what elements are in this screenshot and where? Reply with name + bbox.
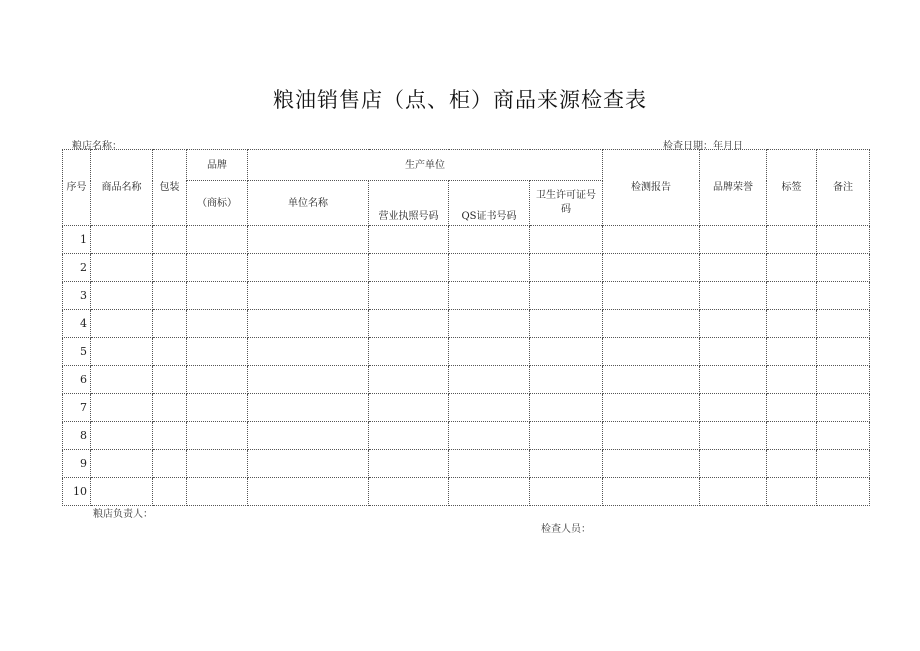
table-row	[63, 394, 870, 422]
table-cell[interactable]	[91, 254, 153, 282]
table-cell[interactable]	[700, 254, 767, 282]
table-cell[interactable]	[369, 310, 449, 338]
table-cell[interactable]	[248, 422, 369, 450]
table-cell[interactable]	[248, 366, 369, 394]
table-cell[interactable]	[817, 478, 870, 506]
table-cell[interactable]	[603, 478, 700, 506]
header-trademark: （商标）	[187, 181, 248, 226]
table-cell[interactable]	[603, 226, 700, 254]
table-cell[interactable]	[187, 366, 248, 394]
table-cell[interactable]	[817, 366, 870, 394]
table-cell[interactable]	[530, 450, 603, 478]
table-cell[interactable]	[187, 338, 248, 366]
table-cell[interactable]	[369, 338, 449, 366]
table-cell[interactable]	[767, 282, 817, 310]
table-cell[interactable]	[187, 254, 248, 282]
table-cell[interactable]	[530, 226, 603, 254]
table-cell[interactable]	[91, 226, 153, 254]
table-cell[interactable]	[700, 422, 767, 450]
check-date-label: 检查日期：年月日	[663, 141, 743, 152]
row-number: 10	[63, 478, 91, 506]
table-cell[interactable]	[700, 394, 767, 422]
table-cell[interactable]	[369, 450, 449, 478]
header-remarks: 备注	[817, 150, 870, 226]
table-cell[interactable]	[153, 338, 187, 366]
table-cell[interactable]	[153, 422, 187, 450]
table-cell[interactable]	[369, 226, 449, 254]
table-cell[interactable]	[187, 450, 248, 478]
table-cell[interactable]	[187, 310, 248, 338]
table-cell[interactable]	[817, 338, 870, 366]
table-cell[interactable]	[530, 366, 603, 394]
table-cell[interactable]	[153, 254, 187, 282]
table-row	[63, 478, 870, 506]
table-cell[interactable]	[817, 450, 870, 478]
table-cell[interactable]	[153, 310, 187, 338]
table-cell[interactable]	[153, 478, 187, 506]
table-cell[interactable]	[248, 310, 369, 338]
table-cell[interactable]	[187, 422, 248, 450]
table-cell[interactable]	[91, 478, 153, 506]
table-row	[63, 282, 870, 310]
table-cell[interactable]	[91, 366, 153, 394]
table-row	[63, 226, 870, 254]
row-number: 2	[63, 254, 91, 282]
table-cell[interactable]	[767, 226, 817, 254]
header-unit-name: 单位名称	[248, 181, 369, 226]
store-name-label: 粮店名称：	[72, 141, 122, 152]
table-cell[interactable]	[767, 338, 817, 366]
table-cell[interactable]	[187, 282, 248, 310]
table-cell[interactable]	[369, 422, 449, 450]
table-cell[interactable]	[530, 254, 603, 282]
table-cell[interactable]	[91, 450, 153, 478]
table-row	[63, 422, 870, 450]
table-cell[interactable]	[767, 254, 817, 282]
table-cell[interactable]	[603, 450, 700, 478]
header-producer: 生产单位	[248, 150, 603, 181]
inspection-table	[62, 149, 870, 506]
table-body	[63, 226, 870, 506]
table-cell[interactable]	[767, 422, 817, 450]
table-cell[interactable]	[369, 366, 449, 394]
table-cell[interactable]	[700, 366, 767, 394]
table-cell[interactable]	[91, 310, 153, 338]
table-cell[interactable]	[449, 450, 530, 478]
header-package: 包装	[153, 150, 187, 226]
table-cell[interactable]	[369, 478, 449, 506]
store-manager-label: 粮店负责人：	[93, 509, 153, 520]
row-number: 8	[63, 422, 91, 450]
row-number: 4	[63, 310, 91, 338]
table-cell[interactable]	[603, 310, 700, 338]
table-cell[interactable]	[817, 254, 870, 282]
table-cell[interactable]	[817, 282, 870, 310]
table-cell[interactable]	[817, 310, 870, 338]
table-cell[interactable]	[767, 310, 817, 338]
table-cell[interactable]	[91, 338, 153, 366]
table-row	[63, 254, 870, 282]
page-title: 粮油销售店（点、柜）商品来源检查表	[273, 88, 647, 112]
row-number: 7	[63, 394, 91, 422]
table-cell[interactable]	[187, 394, 248, 422]
table-cell[interactable]	[248, 254, 369, 282]
table-cell[interactable]	[187, 478, 248, 506]
table-cell[interactable]	[603, 254, 700, 282]
header-label: 标签	[767, 150, 817, 226]
table-cell[interactable]	[700, 282, 767, 310]
row-number: 5	[63, 338, 91, 366]
table-cell[interactable]	[603, 422, 700, 450]
table-row	[63, 450, 870, 478]
table-cell[interactable]	[91, 282, 153, 310]
table-cell[interactable]	[248, 450, 369, 478]
row-number: 3	[63, 282, 91, 310]
inspector-label: 检查人员：	[541, 524, 591, 535]
table-cell[interactable]	[248, 226, 369, 254]
header-inspection-report: 检测报告	[603, 150, 700, 226]
table-cell[interactable]	[700, 338, 767, 366]
table-cell[interactable]	[700, 450, 767, 478]
header-health-license: 卫生许可证号码	[530, 181, 603, 226]
table-cell[interactable]	[817, 226, 870, 254]
table-cell[interactable]	[767, 394, 817, 422]
table-cell[interactable]	[248, 282, 369, 310]
table-cell[interactable]	[449, 338, 530, 366]
table-cell[interactable]	[530, 282, 603, 310]
table-row	[63, 310, 870, 338]
header-product-name: 商品名称	[91, 150, 153, 226]
table-cell[interactable]	[153, 366, 187, 394]
table-cell[interactable]	[530, 310, 603, 338]
table-cell[interactable]	[153, 394, 187, 422]
table-cell[interactable]	[817, 394, 870, 422]
table-cell[interactable]	[91, 394, 153, 422]
table-cell[interactable]	[700, 478, 767, 506]
table-cell[interactable]	[449, 422, 530, 450]
header-brand-honor: 品牌荣誉	[700, 150, 767, 226]
table-cell[interactable]	[817, 422, 870, 450]
table-cell[interactable]	[449, 366, 530, 394]
table-cell[interactable]	[530, 422, 603, 450]
table-cell[interactable]	[603, 338, 700, 366]
table-cell[interactable]	[603, 394, 700, 422]
table-cell[interactable]	[700, 310, 767, 338]
row-number: 6	[63, 366, 91, 394]
table-cell[interactable]	[530, 478, 603, 506]
table-cell[interactable]	[248, 338, 369, 366]
table-cell[interactable]	[369, 394, 449, 422]
table-cell[interactable]	[767, 366, 817, 394]
table-row	[63, 366, 870, 394]
row-number: 1	[63, 226, 91, 254]
table-cell[interactable]	[449, 282, 530, 310]
table-cell[interactable]	[530, 394, 603, 422]
header-business-license: 营业执照号码	[369, 181, 449, 226]
table-cell[interactable]	[91, 422, 153, 450]
table-cell[interactable]	[449, 394, 530, 422]
table-cell[interactable]	[530, 338, 603, 366]
table-cell[interactable]	[603, 366, 700, 394]
table-cell[interactable]	[449, 310, 530, 338]
table-cell[interactable]	[248, 394, 369, 422]
table-cell[interactable]	[767, 450, 817, 478]
table-cell[interactable]	[603, 282, 700, 310]
header-seq: 序号	[63, 150, 91, 226]
table-cell[interactable]	[153, 282, 187, 310]
table-cell[interactable]	[153, 226, 187, 254]
table-cell[interactable]	[449, 226, 530, 254]
table-cell[interactable]	[449, 478, 530, 506]
table-cell[interactable]	[153, 450, 187, 478]
header-brand: 品牌	[187, 150, 248, 181]
table-cell[interactable]	[449, 254, 530, 282]
table-cell[interactable]	[369, 282, 449, 310]
row-number: 9	[63, 450, 91, 478]
table-cell[interactable]	[187, 226, 248, 254]
header-qs-cert: QS证书号码	[449, 181, 530, 226]
table-cell[interactable]	[369, 254, 449, 282]
table-row	[63, 338, 870, 366]
table-cell[interactable]	[700, 226, 767, 254]
table-cell[interactable]	[767, 478, 817, 506]
table-cell[interactable]	[248, 478, 369, 506]
